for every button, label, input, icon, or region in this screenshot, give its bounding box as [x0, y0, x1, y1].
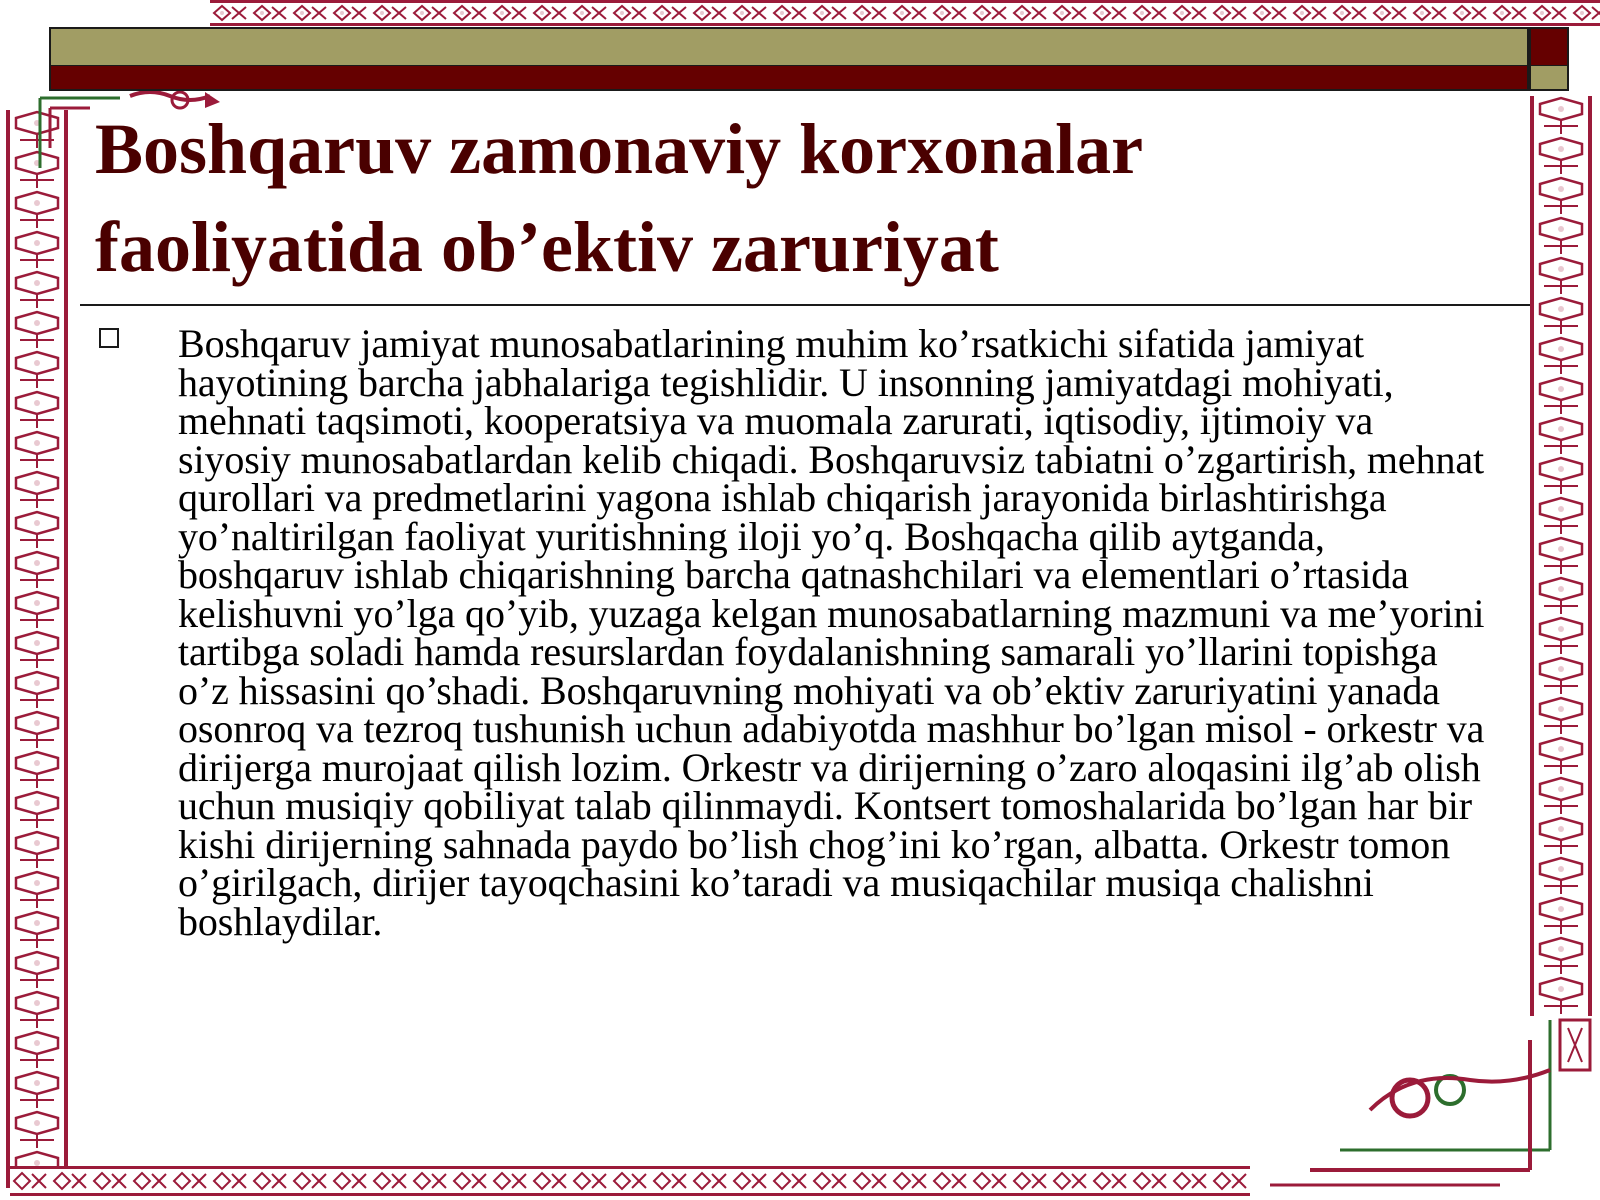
ornamental-border-left — [6, 110, 68, 1188]
header-bar-olive — [49, 27, 1529, 67]
hollow-square-bullet-icon — [99, 328, 119, 348]
header-bar-maroon — [49, 66, 1529, 91]
ornamental-corner-bottom-right — [1250, 1010, 1600, 1200]
header-bar-cap-olive — [1529, 66, 1569, 91]
ornamental-border-right — [1530, 96, 1592, 1016]
header-bar-cap-maroon — [1529, 27, 1569, 67]
slide-title: Boshqaruv zamonaviy korxonalar faoliyatida ob’ektiv zaruriyat — [95, 109, 1142, 287]
title-divider — [80, 304, 1530, 306]
ornamental-border-bottom — [10, 1166, 1250, 1196]
slide-body-paragraph: Boshqaruv jamiyat munosabatlarining muhim ko’rsatkichi sifatida jamiyat hayotining barcha jabhalariga tegishlidir. U insonning jamiyatdagi mohiyati, mehnati taqsimoti, kooperatsiya va muomala zarurati, iqtisodiy, ijtimoiy va siyosiy munosabatlardan kelib chiqadi. Boshqaruvsiz tabiatni o’zgartirish, mehnat qurollari va predmetlarini yagona ishlab chiqarish jarayonida birlashtirishga yo’naltirilgan faoliyat yuritishning iloji yo’q. Boshqacha qilib aytganda, boshqaruv ishlab chiqarishning barcha qatnashchilari va elementlari o’rtasida kelishuvni yo’lga qo’yib, yuzaga kelgan munosabatlarning mazmuni va me’yorini tartibga soladi hamda resurslardan foydalanishning samarali yo’llarini topishga o’z hissasini qo’shadi. Boshqaruvning mohiyati va ob’ektiv zaruriyatini yanada osonroq va tezroq tushunish uchun adabiyotda mashhur bo’lgan misol - orkestr va dirijerga murojaat qilish lozim. Orkestr va dirijerning o’zaro aloqasini ilg’ab olish uchun musiqiy qobiliyat talab qilinmaydi. Kontsert tomoshalarida bo’lgan har bir kishi dirijerning sahnada paydo bo’lish chog’ini ko’rgan, albatta. Orkestr tomon o’girilgach, dirijer tayoqchasini ko’taradi va musiqachilar musiqa chalishni boshlaydilar. — [178, 321, 1485, 944]
ornamental-border-top — [210, 0, 1600, 26]
